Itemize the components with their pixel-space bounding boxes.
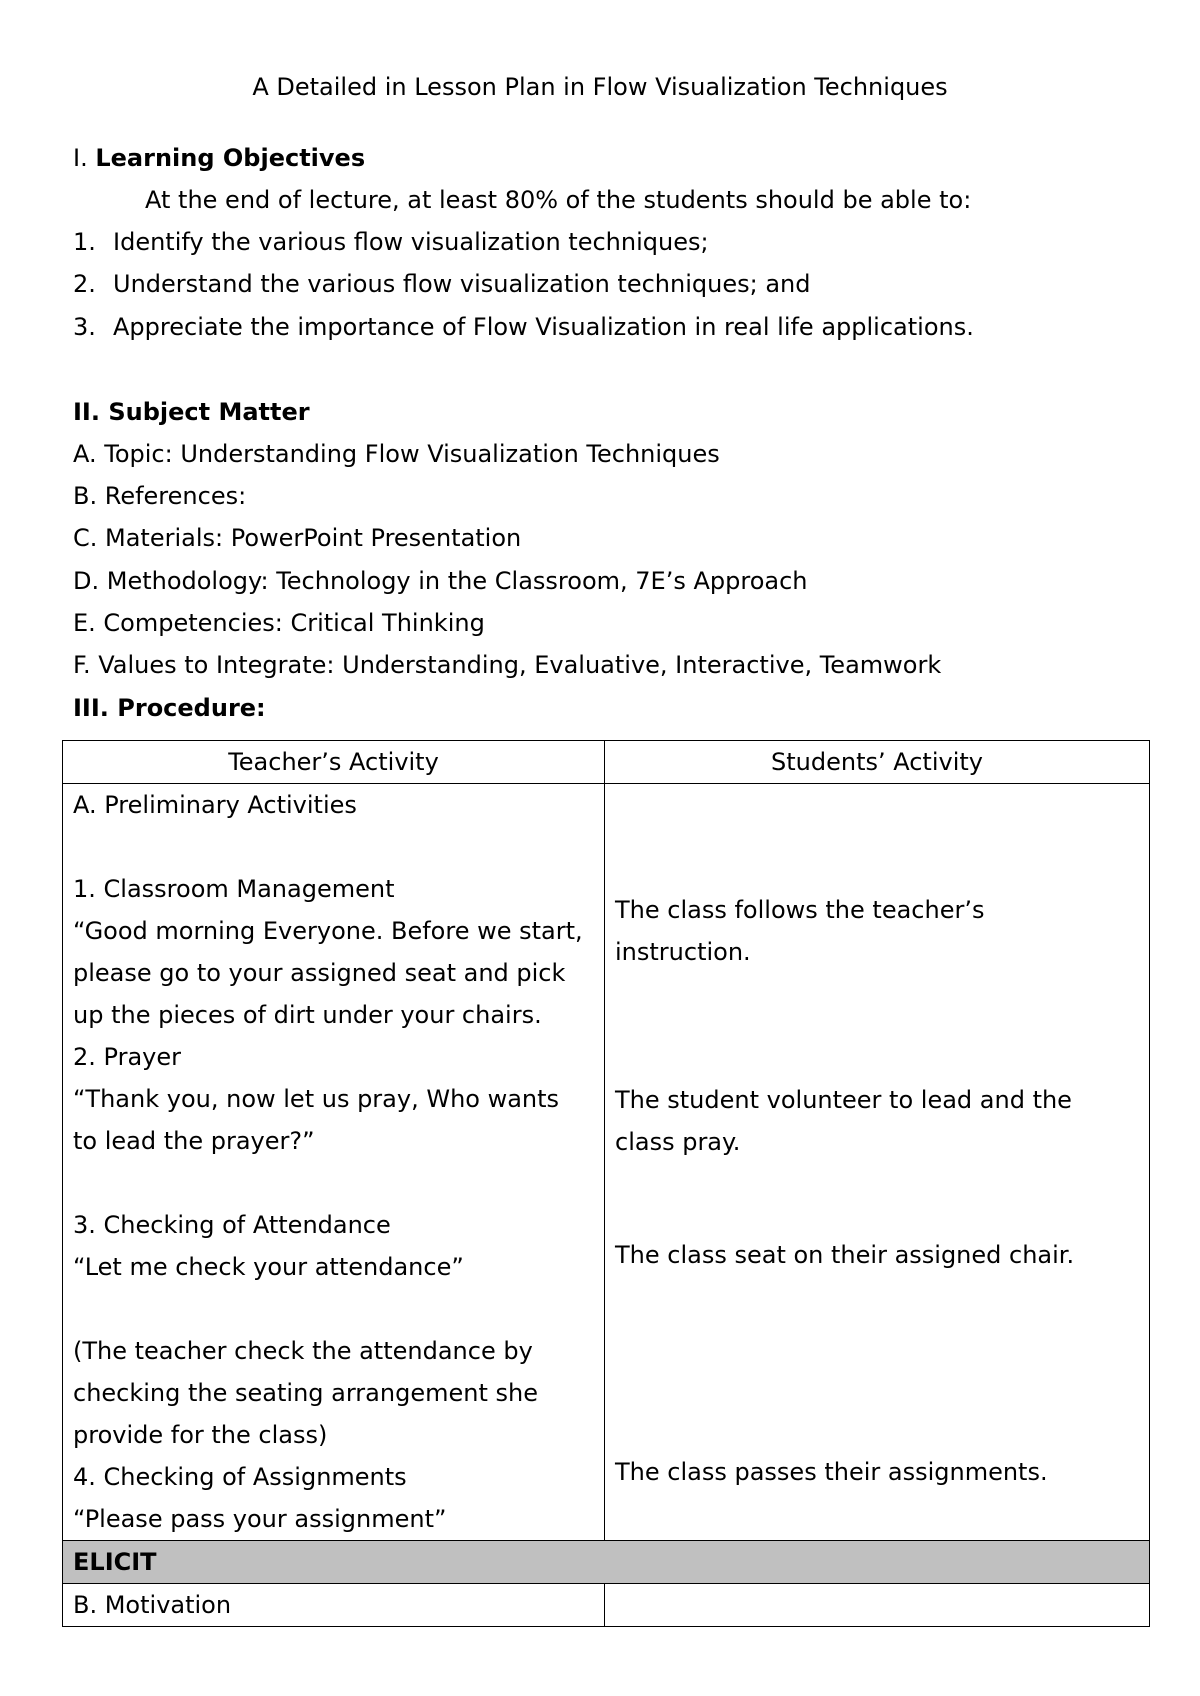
teacher-line: 1. Classroom Management [73,875,395,903]
objective-text: Understand the various flow visualization techniques; and [113,270,811,298]
elicit-row [63,1541,1150,1584]
teacher-line: 2. Prayer [73,1043,181,1071]
students-activity-cell [605,784,1150,1541]
objective-text: Appreciate the importance of Flow Visualization in real life applications. [113,313,974,341]
teacher-line: “Good morning Everyone. Before we start, [73,917,583,945]
teacher-blank-line [73,1288,594,1330]
objective-text: Identify the various flow visualization techniques; [113,228,709,256]
student-response-line: instruction. [615,938,751,966]
teacher-line: up the pieces of dirt under your chairs. [73,1001,542,1029]
objective-number: 1. [73,228,96,256]
student-response-line: The class passes their assignments. [615,1458,1048,1486]
subject-methodology: D. Methodology: Technology in the Classroom, 7E’s Approach [73,567,808,595]
teacher-line: provide for the class) [73,1421,328,1449]
student-response-line: The class seat on their assigned chair. [615,1241,1075,1269]
subject-matter-heading: II. Subject Matter [73,398,310,426]
subject-competencies: E. Competencies: Critical Thinking [73,609,485,637]
document-title: A Detailed in Lesson Plan in Flow Visualization Techniques [252,73,948,101]
teacher-line: checking the seating arrangement she [73,1379,538,1407]
teacher-line: to lead the prayer?” [73,1127,315,1155]
teacher-line: 3. Checking of Attendance [73,1211,391,1239]
table-header-row [63,741,1150,784]
teacher-line: “Thank you, now let us pray, Who wants [73,1085,560,1113]
motivation-students-cell [605,1584,1150,1627]
objective-item [73,263,96,305]
teacher-line: please go to your assigned seat and pick [73,959,566,987]
teacher-line: 4. Checking of Assignments [73,1463,407,1491]
objective-item [73,221,96,263]
subject-materials: C. Materials: PowerPoint Presentation [73,524,522,552]
student-response-line: The student volunteer to lead and the [615,1086,1072,1114]
student-response-line: class pray. [615,1128,741,1156]
objectives-heading-text: Learning Objectives [95,144,366,172]
objective-item [73,306,96,348]
objective-number: 2. [73,270,96,298]
students-activity-header: Students’ Activity [605,741,1150,784]
student-response-line: The class follows the teacher’s [615,896,985,924]
objectives-prefix: I. [73,144,88,172]
teacher-blank-line [73,1162,594,1204]
elicit-label: ELICIT [63,1541,1150,1584]
subject-topic: A. Topic: Understanding Flow Visualization Techniques [73,440,720,468]
motivation-label: B. Motivation [63,1584,605,1627]
objectives-heading [73,137,365,179]
table-row [63,784,1150,1541]
motivation-row [63,1584,1150,1627]
objectives-intro: At the end of lecture, at least 80% of the students should be able to: [145,186,972,214]
teacher-line: “Let me check your attendance” [73,1253,464,1281]
objective-number: 3. [73,313,96,341]
procedure-table [62,740,1150,1627]
teacher-line: (The teacher check the attendance by [73,1337,533,1365]
teacher-line: “Please pass your assignment” [73,1505,447,1533]
teacher-activity-cell [63,784,605,1541]
teacher-blank-line [73,826,594,868]
teacher-line: A. Preliminary Activities [73,791,357,819]
subject-references: B. References: [73,482,247,510]
teacher-activity-header: Teacher’s Activity [63,741,605,784]
subject-values: F. Values to Integrate: Understanding, Evaluative, Interactive, Teamwork [73,651,942,679]
procedure-heading: III. Procedure: [73,694,266,722]
